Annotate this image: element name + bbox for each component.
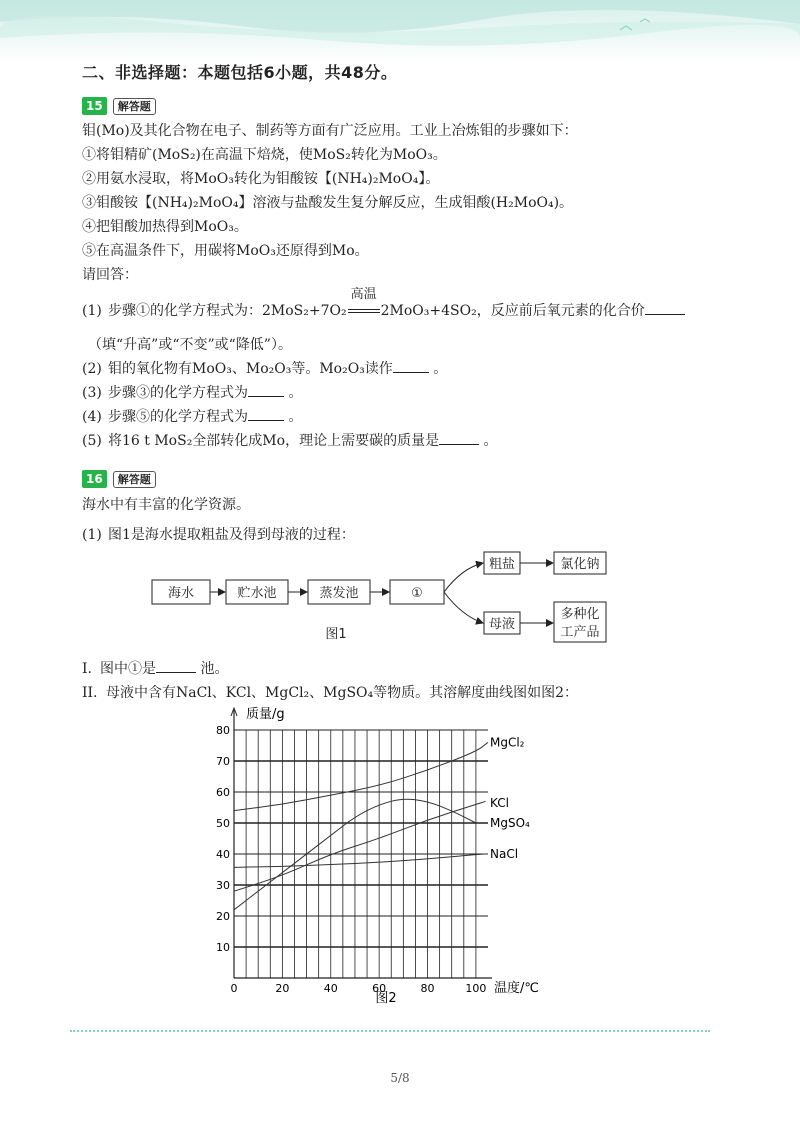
- chart-grid: [234, 730, 488, 978]
- sub-number: (4): [82, 409, 102, 425]
- flow-label-nacl: 氯化钠: [560, 557, 600, 572]
- sub-number: (5): [82, 433, 102, 449]
- footer-divider: [70, 1030, 710, 1032]
- q15-prompt: 请回答：: [82, 267, 138, 283]
- answer-blank[interactable]: [248, 420, 284, 421]
- sub-end: 。: [483, 433, 498, 449]
- equation-left: 步骤①的化学方程式为：2MoS₂+7O₂: [108, 303, 347, 319]
- sub-end: 。: [288, 409, 303, 425]
- q15-sub5: [82, 432, 498, 450]
- q15-step-3: ③钼酸铵【(NH₄)₂MoO₄】溶液与盐酸发生复分解反应，生成钼酸(H₂MoO₄)。: [82, 195, 574, 211]
- part-text: 母液中含有NaCl、KCl、MgCl₂、MgSO₄等物质。其溶解度曲线图如图2：: [106, 685, 579, 701]
- y-tick-label: 50: [216, 817, 230, 830]
- flow-label-mother-liquor: 母液: [488, 617, 516, 632]
- q15-step-2: ②用氨水浸取，将MoO₃转化为钼酸铵【(NH₄)₂MoO₄】。: [82, 171, 440, 187]
- q16-part-i: [82, 660, 228, 678]
- x-tick-label: 100: [465, 982, 487, 995]
- x-tick-label: 0: [230, 982, 238, 995]
- x-tick-label: 20: [275, 982, 290, 995]
- y-axis-label: 质量/g: [246, 707, 285, 722]
- question-badge-15: [82, 97, 156, 115]
- chart-series-labels: [490, 735, 530, 861]
- part-end: 池。: [200, 661, 229, 677]
- y-tick-label: 40: [216, 848, 230, 861]
- sub-text: 将16 t MoS₂全部转化成Mo，理论上需要碳的质量是: [108, 433, 440, 449]
- q16-intro: 海水中有丰富的化学资源。: [82, 497, 250, 513]
- answer-blank[interactable]: [156, 672, 196, 673]
- x-tick-label: 60: [372, 982, 387, 995]
- q15-sub1: [82, 287, 685, 320]
- x-axis-label: 温度/℃: [494, 981, 539, 996]
- reaction-condition: [347, 287, 381, 320]
- flow-label-evaporation: 蒸发池: [319, 586, 359, 601]
- y-tick-label: 20: [216, 910, 230, 923]
- q15-step-4: ④把钼酸加热得到MoO₃。: [82, 219, 248, 235]
- flow-label-storage: 贮水池: [237, 586, 277, 601]
- series-label: MgCl₂: [490, 735, 525, 750]
- sub-text: 步骤③的化学方程式为: [108, 385, 248, 401]
- y-tick-label: 30: [216, 879, 230, 892]
- y-tick-label: 70: [216, 755, 230, 768]
- condition-label: 高温: [350, 287, 377, 302]
- sub-number: (3): [82, 385, 102, 401]
- flow-diagram: [140, 540, 620, 650]
- part-text: 图中①是: [100, 661, 156, 677]
- question-badge-16: [82, 470, 156, 488]
- flow-label-products-1: 多种化: [560, 607, 600, 622]
- chart-tick-labels: [216, 724, 486, 995]
- q15-sub3: [82, 384, 302, 402]
- sub-text: 钼的氧化物有MoO₃、Mo₂O₃等。Mo₂O₃读作: [108, 361, 393, 377]
- series-label: NaCl: [490, 847, 519, 861]
- figure-2-caption: 图2: [375, 991, 397, 1006]
- question-number: 15: [82, 97, 107, 115]
- question-type-tag: 解答题: [113, 98, 156, 115]
- part-label: I.: [82, 661, 92, 677]
- sub-number: (2): [82, 361, 102, 377]
- header-decoration: [0, 0, 800, 62]
- y-tick-label: 60: [216, 786, 230, 799]
- figure-1-caption: 图1: [325, 627, 347, 642]
- q15-step-1: ①将钼精矿(MoS₂)在高温下焙烧，使MoS₂转化为MoO₃。: [82, 147, 447, 163]
- solubility-chart: [200, 700, 560, 1010]
- x-tick-label: 40: [323, 982, 338, 995]
- sub-number: (1): [82, 303, 102, 319]
- answer-blank[interactable]: [645, 314, 685, 315]
- equals-sign: [348, 309, 380, 313]
- sub-end: 。: [433, 361, 448, 377]
- y-tick-label: 10: [216, 941, 230, 954]
- answer-blank[interactable]: [439, 444, 479, 445]
- q15-intro: 钼(Mo)及其化合物在电子、制药等方面有广泛应用。工业上冶炼钼的步骤如下：: [82, 123, 578, 139]
- series-label: MgSO₄: [490, 816, 530, 830]
- q15-sub4: [82, 408, 302, 426]
- q15-sub2: [82, 360, 447, 378]
- y-tick-label: 80: [216, 724, 230, 737]
- section-title: 二、非选择题：本题包括6小题，共48分。: [82, 63, 398, 82]
- x-tick-label: 80: [420, 982, 435, 995]
- question-number: 16: [82, 470, 107, 488]
- flow-label-crude-salt: 粗盐: [488, 557, 516, 572]
- flow-label-products-2: 工产品: [560, 625, 600, 640]
- sub-text: 图1是海水提取粗盐及得到母液的过程：: [108, 527, 355, 543]
- q15-step-5: ⑤在高温条件下，用碳将MoO₃还原得到Mo。: [82, 243, 369, 259]
- flow-label-step: ①: [411, 586, 423, 601]
- answer-blank[interactable]: [393, 372, 429, 373]
- page-number: 5/8: [390, 1071, 410, 1085]
- sub-text: 步骤⑤的化学方程式为: [108, 409, 248, 425]
- sub-end: 。: [288, 385, 303, 401]
- flow-label-seawater: 海水: [167, 586, 195, 601]
- part-label: II.: [82, 685, 98, 701]
- equation-right: 2MoO₃+4SO₂，反应前后氧元素的化合价: [380, 303, 645, 319]
- series-line-NaCl: [234, 854, 486, 867]
- series-label: KCl: [490, 795, 509, 810]
- sub-number: (1): [82, 527, 102, 543]
- q15-sub1-cont: （填“升高”或“不变”或“降低”）。: [88, 337, 292, 353]
- answer-blank[interactable]: [248, 396, 284, 397]
- question-type-tag: 解答题: [113, 471, 156, 488]
- series-line-MgCl₂: [234, 742, 488, 810]
